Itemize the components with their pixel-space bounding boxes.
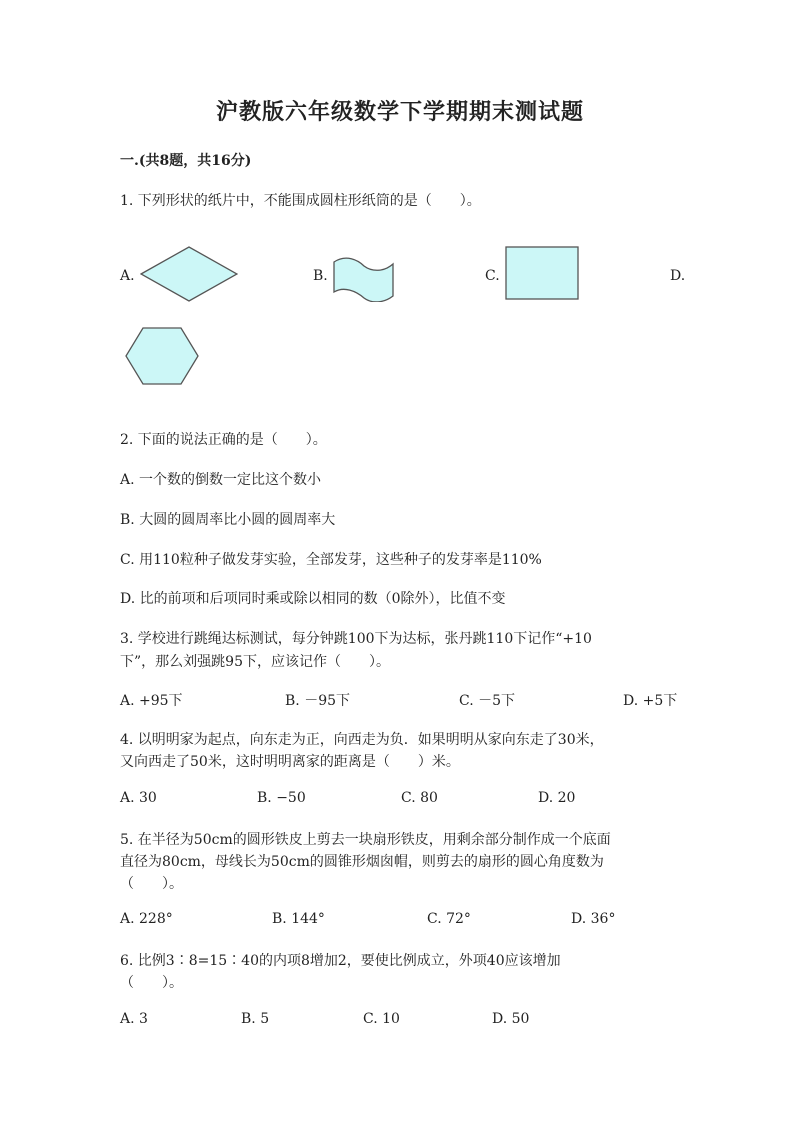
rectangle-shape-icon — [505, 246, 579, 300]
question-1-stem: 1. 下列形状的纸片中，不能围成圆柱形纸筒的是（ ）。 — [120, 193, 481, 209]
question-5-option-b[interactable]: B. 144° — [272, 911, 325, 927]
wave-shape-icon — [332, 256, 396, 302]
question-6-option-d[interactable]: D. 50 — [492, 1011, 530, 1027]
section-heading: 一.(共8题，共16分) — [120, 153, 252, 169]
question-1-option-d[interactable]: D. — [670, 268, 686, 284]
question-3-stem-line-2: 下”，那么刘强跳95下，应该记作（ ）。 — [120, 654, 390, 670]
question-2-option-d[interactable]: D. 比的前项和后项同时乘或除以相同的数（0除外），比值不变 — [120, 591, 506, 607]
question-6-stem-line-1: 6. 比例3∶8=15∶40的内项8增加2，要使比例成立，外项40应该增加 — [120, 953, 561, 969]
question-4-option-a[interactable]: A. 30 — [120, 790, 157, 806]
question-6-option-b[interactable]: B. 5 — [241, 1011, 270, 1027]
question-4-stem-line-1: 4. 以明明家为起点，向东走为正，向西走为负．如果明明从家向东走了30米， — [120, 732, 604, 748]
question-6-option-c[interactable]: C. 10 — [363, 1011, 400, 1027]
question-3-option-d[interactable]: D. +5下 — [623, 693, 678, 709]
rhombus-shape-icon — [140, 246, 238, 302]
question-5-option-a[interactable]: A. 228° — [120, 911, 173, 927]
question-5-stem-line-1: 5. 在半径为50cm的圆形铁皮上剪去一块扇形铁皮，用剩余部分制作成一个底面 — [120, 832, 611, 848]
question-4-option-c[interactable]: C. 80 — [401, 790, 438, 806]
page-title: 沪教版六年级数学下学期期末测试题 — [215, 99, 584, 125]
question-5-stem-line-3: （ ）。 — [120, 876, 183, 892]
question-1-option-c[interactable]: C. — [485, 268, 500, 284]
question-4-option-b[interactable]: B. −50 — [257, 790, 306, 806]
question-3-stem-line-1: 3. 学校进行跳绳达标测试，每分钟跳100下为达标，张丹跳110下记作“+10 — [120, 631, 592, 647]
hexagon-shape-icon — [124, 326, 200, 386]
question-6-stem-line-2: （ ）。 — [120, 975, 183, 991]
question-2-option-b[interactable]: B. 大圆的圆周率比小圆的圆周率大 — [120, 512, 336, 528]
question-5-option-c[interactable]: C. 72° — [427, 911, 471, 927]
question-2-option-c[interactable]: C. 用110粒种子做发芽实验，全部发芽，这些种子的发芽率是110% — [120, 552, 542, 568]
question-5-stem-line-2: 直径为80cm，母线长为50cm的圆锥形烟囱帽，则剪去的扇形的圆心角度数为 — [120, 854, 604, 870]
question-4-stem-line-2: 又向西走了50米，这时明明离家的距离是（ ）米。 — [120, 754, 460, 770]
question-3-option-c[interactable]: C. －5下 — [459, 693, 516, 709]
question-2-stem: 2. 下面的说法正确的是（ ）。 — [120, 432, 327, 448]
question-4-option-d[interactable]: D. 20 — [538, 790, 576, 806]
question-3-option-b[interactable]: B. －95下 — [285, 693, 351, 709]
question-6-option-a[interactable]: A. 3 — [120, 1011, 148, 1027]
question-3-option-a[interactable]: A. +95下 — [120, 693, 183, 709]
question-1-option-a[interactable]: A. — [120, 268, 135, 284]
question-2-option-a[interactable]: A. 一个数的倒数一定比这个数小 — [120, 472, 322, 488]
question-5-option-d[interactable]: D. 36° — [571, 911, 616, 927]
question-1-option-b[interactable]: B. — [313, 268, 328, 284]
